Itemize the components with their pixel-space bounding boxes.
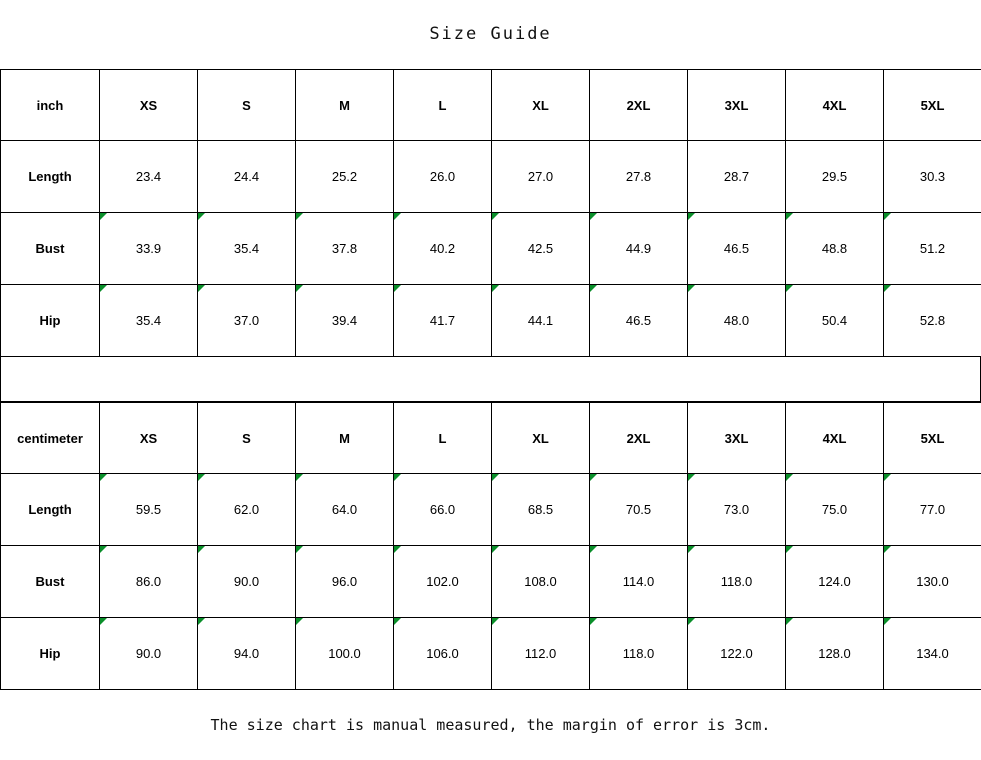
table-cell: 52.8 (884, 285, 981, 357)
table-row (1, 213, 981, 285)
column-header: 2XL (590, 70, 688, 141)
row-label: Hip (1, 618, 100, 690)
table-cell: 51.2 (884, 213, 981, 285)
table-cell: 44.9 (590, 213, 688, 285)
table-cell: 27.0 (492, 141, 590, 213)
table-cell: 70.5 (590, 474, 688, 546)
column-header: 4XL (786, 403, 884, 474)
column-header: S (198, 403, 296, 474)
table-cell: 122.0 (688, 618, 786, 690)
column-header: XL (492, 70, 590, 141)
column-header: 2XL (590, 403, 688, 474)
table-cell: 90.0 (198, 546, 296, 618)
table-cell: 86.0 (100, 546, 198, 618)
column-header: 5XL (884, 70, 981, 141)
table-cell: 96.0 (296, 546, 394, 618)
row-label: Hip (1, 285, 100, 357)
column-header: XS (100, 403, 198, 474)
measurement-disclaimer: The size chart is manual measured, the margin of error is 3cm. (210, 716, 771, 734)
table-cell: 112.0 (492, 618, 590, 690)
table-cell: 128.0 (786, 618, 884, 690)
centimeter-table-body (1, 403, 981, 690)
table-cell: 42.5 (492, 213, 590, 285)
centimeter-size-table (0, 402, 981, 690)
table-cell: 66.0 (394, 474, 492, 546)
table-cell: 26.0 (394, 141, 492, 213)
table-cell: 33.9 (100, 213, 198, 285)
unit-label-inch: inch (1, 70, 100, 141)
table-cell: 62.0 (198, 474, 296, 546)
table-row (1, 546, 981, 618)
table-cell: 41.7 (394, 285, 492, 357)
table-row (1, 141, 981, 213)
page-title: Size Guide (429, 24, 552, 44)
table-cell: 35.4 (100, 285, 198, 357)
table-cell: 64.0 (296, 474, 394, 546)
table-cell: 118.0 (688, 546, 786, 618)
table-cell: 94.0 (198, 618, 296, 690)
table-cell: 68.5 (492, 474, 590, 546)
column-header: M (296, 70, 394, 141)
column-header: M (296, 403, 394, 474)
table-cell: 28.7 (688, 141, 786, 213)
table-row (1, 285, 981, 357)
unit-label-centimeter: centimeter (1, 403, 100, 474)
inch-table-wrapper (0, 69, 981, 357)
table-cell: 27.8 (590, 141, 688, 213)
table-cell: 73.0 (688, 474, 786, 546)
table-row (1, 618, 981, 690)
table-header-row (1, 403, 981, 474)
column-header: XL (492, 403, 590, 474)
table-cell: 37.8 (296, 213, 394, 285)
table-cell: 48.0 (688, 285, 786, 357)
column-header: 5XL (884, 403, 981, 474)
column-header: S (198, 70, 296, 141)
table-cell: 44.1 (492, 285, 590, 357)
table-cell: 40.2 (394, 213, 492, 285)
row-label: Bust (1, 546, 100, 618)
table-cell: 46.5 (688, 213, 786, 285)
table-cell: 30.3 (884, 141, 981, 213)
table-row (1, 474, 981, 546)
table-cell: 100.0 (296, 618, 394, 690)
table-cell: 134.0 (884, 618, 981, 690)
table-cell: 23.4 (100, 141, 198, 213)
table-cell: 77.0 (884, 474, 981, 546)
table-cell: 130.0 (884, 546, 981, 618)
column-header: XS (100, 70, 198, 141)
table-cell: 25.2 (296, 141, 394, 213)
table-cell: 46.5 (590, 285, 688, 357)
column-header: 4XL (786, 70, 884, 141)
table-cell: 124.0 (786, 546, 884, 618)
column-header: L (394, 403, 492, 474)
column-header: 3XL (688, 403, 786, 474)
table-cell: 29.5 (786, 141, 884, 213)
table-cell: 102.0 (394, 546, 492, 618)
column-header: 3XL (688, 70, 786, 141)
table-separator (0, 357, 981, 402)
table-cell: 37.0 (198, 285, 296, 357)
table-cell: 75.0 (786, 474, 884, 546)
table-cell: 118.0 (590, 618, 688, 690)
row-label: Bust (1, 213, 100, 285)
row-label: Length (1, 141, 100, 213)
table-cell: 48.8 (786, 213, 884, 285)
column-header: L (394, 70, 492, 141)
inch-size-table (0, 69, 981, 357)
table-cell: 24.4 (198, 141, 296, 213)
table-header-row (1, 70, 981, 141)
table-cell: 59.5 (100, 474, 198, 546)
inch-table-body (1, 70, 981, 357)
table-cell: 35.4 (198, 213, 296, 285)
table-cell: 108.0 (492, 546, 590, 618)
table-cell: 90.0 (100, 618, 198, 690)
table-cell: 39.4 (296, 285, 394, 357)
centimeter-table-wrapper (0, 402, 981, 690)
table-cell: 106.0 (394, 618, 492, 690)
row-label: Length (1, 474, 100, 546)
table-cell: 114.0 (590, 546, 688, 618)
table-cell: 50.4 (786, 285, 884, 357)
